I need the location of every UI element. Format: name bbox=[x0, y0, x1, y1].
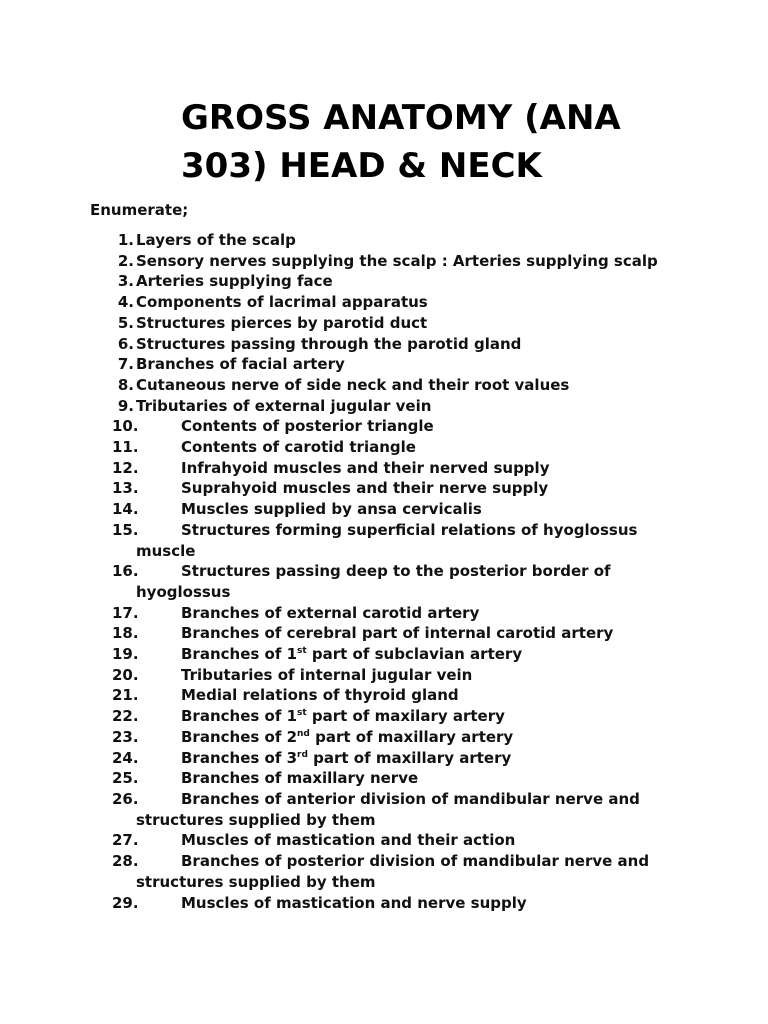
list-item-number: 12. bbox=[112, 458, 139, 477]
list-item bbox=[108, 271, 688, 292]
list-item bbox=[108, 230, 688, 251]
list-item-number: 21. bbox=[112, 686, 139, 705]
list-item-text: Structures forming superficial relations of hyoglossus bbox=[181, 520, 638, 539]
list-item-text: Components of lacrimal apparatus bbox=[136, 293, 428, 312]
document-title: GROSS ANATOMY (ANA 303) HEAD & NECK bbox=[181, 98, 621, 186]
list-item-text: Structures passing deep to the posterior border of bbox=[181, 562, 611, 581]
list-item-text: Branches of anterior division of mandibular nerve and bbox=[181, 789, 640, 808]
list-item-text: Arteries supplying face bbox=[136, 272, 333, 291]
list-item-text: Medial relations of thyroid gland bbox=[181, 686, 459, 705]
list-item-text: Branches of 1 bbox=[181, 645, 298, 664]
list-item-number: 6. bbox=[117, 334, 134, 353]
list-item-text: Muscles of mastication and nerve supply bbox=[181, 893, 527, 912]
list-item-number: 17. bbox=[112, 603, 139, 622]
list-item bbox=[108, 499, 688, 520]
list-item-number: 4. bbox=[117, 293, 134, 312]
question-list bbox=[108, 230, 688, 913]
list-item-number: 7. bbox=[117, 355, 134, 374]
list-item-text: Layers of the scalp bbox=[136, 231, 296, 249]
list-item bbox=[108, 520, 688, 561]
ordinal-suffix: rd bbox=[297, 749, 308, 760]
list-item-text: Infrahyoid muscles and their nerved supply bbox=[181, 458, 550, 477]
list-item bbox=[108, 437, 688, 458]
list-item bbox=[108, 251, 688, 272]
list-item bbox=[108, 893, 688, 914]
list-item-text: Branches of cerebral part of internal carotid artery bbox=[181, 624, 614, 643]
ordinal-suffix: st bbox=[297, 708, 307, 719]
list-item bbox=[108, 851, 688, 892]
list-item-number: 9. bbox=[117, 396, 134, 415]
list-item-number: 3. bbox=[117, 272, 134, 291]
list-item-number: 26. bbox=[112, 789, 139, 808]
list-item-number: 11. bbox=[112, 438, 139, 457]
list-item-text: Branches of 1 bbox=[181, 707, 298, 726]
list-item bbox=[108, 789, 688, 830]
list-item-number: 18. bbox=[112, 624, 139, 643]
list-item-number: 27. bbox=[112, 831, 139, 850]
list-item-text: Structures pierces by parotid duct bbox=[136, 313, 428, 332]
list-item-number: 29. bbox=[112, 893, 139, 912]
list-item bbox=[108, 748, 688, 769]
list-item-text: Branches of external carotid artery bbox=[181, 603, 480, 622]
list-item bbox=[108, 334, 688, 355]
list-item-number: 10. bbox=[112, 417, 139, 436]
list-item bbox=[108, 396, 688, 417]
list-item-continuation: muscle bbox=[136, 541, 196, 560]
list-item bbox=[108, 561, 688, 602]
list-item-number: 16. bbox=[112, 562, 139, 581]
list-item-continuation: structures supplied by them bbox=[136, 872, 376, 891]
list-item-number: 5. bbox=[117, 313, 134, 332]
list-item-number: 14. bbox=[112, 500, 139, 519]
list-item-number: 13. bbox=[112, 479, 139, 498]
list-item bbox=[108, 830, 688, 851]
list-item bbox=[108, 623, 688, 644]
list-item-text: Branches of maxillary nerve bbox=[181, 769, 419, 788]
list-item-text: Tributaries of external jugular vein bbox=[136, 396, 432, 415]
intro-text: Enumerate; bbox=[90, 201, 189, 219]
list-item bbox=[108, 644, 688, 665]
list-item-text: Tributaries of internal jugular vein bbox=[181, 665, 473, 684]
list-item bbox=[108, 458, 688, 479]
list-item bbox=[108, 665, 688, 686]
list-item bbox=[108, 768, 688, 789]
list-item bbox=[108, 292, 688, 313]
list-item-text-rest: part of maxillary artery bbox=[309, 727, 514, 746]
list-item-text: Branches of posterior division of mandibular nerve and bbox=[181, 852, 650, 871]
list-item bbox=[108, 685, 688, 706]
list-item bbox=[108, 478, 688, 499]
list-item-text: Cutaneous nerve of side neck and their root values bbox=[136, 375, 570, 394]
list-item-number: 19. bbox=[112, 645, 139, 664]
list-item bbox=[108, 416, 688, 437]
list-item bbox=[108, 375, 688, 396]
list-item-text: Sensory nerves supplying the scalp : Arteries supplying scalp bbox=[136, 251, 658, 270]
ordinal-suffix: st bbox=[297, 646, 307, 657]
list-item-number: 28. bbox=[112, 852, 139, 871]
list-item-text-rest: part of maxilary artery bbox=[306, 707, 505, 726]
list-item-continuation: structures supplied by them bbox=[136, 810, 376, 829]
list-item bbox=[108, 354, 688, 375]
list-item-text: Muscles of mastication and their action bbox=[181, 831, 516, 850]
list-item bbox=[108, 706, 688, 727]
list-item-number: 24. bbox=[112, 748, 139, 767]
list-item-text: Branches of facial artery bbox=[136, 355, 345, 374]
list-item bbox=[108, 313, 688, 334]
list-item-number: 15. bbox=[112, 520, 139, 539]
list-item-continuation: hyoglossus bbox=[136, 582, 231, 601]
list-item bbox=[108, 603, 688, 624]
list-item-text-rest: part of maxillary artery bbox=[307, 748, 512, 767]
list-item-number: 20. bbox=[112, 665, 139, 684]
list-item-number: 2. bbox=[117, 251, 134, 270]
list-item bbox=[108, 727, 688, 748]
list-item-number: 1. bbox=[117, 231, 134, 249]
list-item-text: Branches of 3 bbox=[181, 748, 298, 767]
list-item-text: Contents of posterior triangle bbox=[181, 417, 434, 436]
list-item-number: 8. bbox=[117, 375, 134, 394]
list-item-text-rest: part of subclavian artery bbox=[306, 645, 523, 664]
list-item-number: 23. bbox=[112, 727, 139, 746]
list-item-text: Suprahyoid muscles and their nerve supply bbox=[181, 479, 549, 498]
ordinal-suffix: nd bbox=[297, 728, 310, 739]
list-item-number: 25. bbox=[112, 769, 139, 788]
list-item-number: 22. bbox=[112, 707, 139, 726]
list-item-text: Structures passing through the parotid gland bbox=[136, 334, 522, 353]
list-item-text: Muscles supplied by ansa cervicalis bbox=[181, 500, 482, 519]
list-item-text: Branches of 2 bbox=[181, 727, 298, 746]
list-item-text: Contents of carotid triangle bbox=[181, 438, 416, 457]
